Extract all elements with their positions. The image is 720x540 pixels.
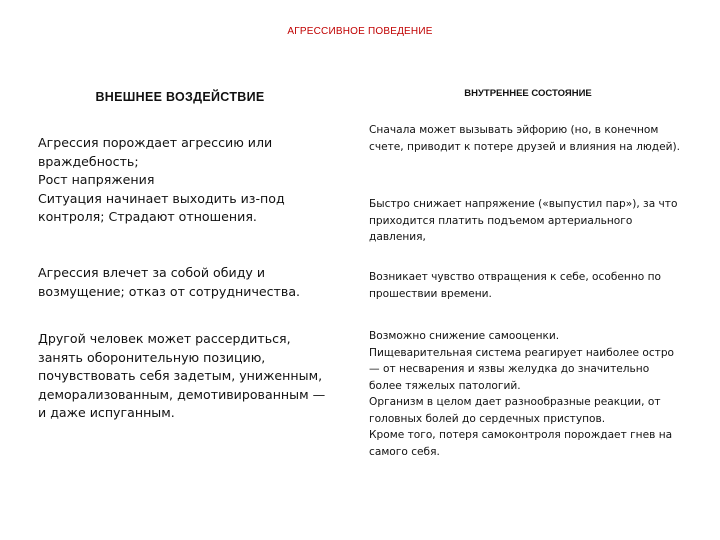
left-block-1-line-3: Ситуация начинает выходить из-под контроля; Страдают отношения. <box>38 190 285 224</box>
left-block-1 <box>38 134 328 227</box>
right-block-2 <box>369 196 685 246</box>
right-block-2-line-1: Быстро снижает напряжение («выпустил пар»), за что приходится платить подъемом артериального давления, <box>369 198 678 243</box>
left-block-3 <box>38 330 328 423</box>
right-block-1-line-1: Сначала может вызывать эйфорию (но, в конечном счете, приводит к потере друзей и влияния на людей). <box>369 124 681 153</box>
left-block-1-line-1: Агрессия порождает агрессию или враждебность; <box>38 135 273 169</box>
right-block-4-line-3: Организм в целом дает разнообразные реакции, от головных болей до сердечных приступов. <box>369 396 661 425</box>
right-block-4 <box>369 328 685 460</box>
internal-state-heading: ВНУТРЕННЕЕ СОСТОЯНИЕ <box>464 88 592 99</box>
left-block-1-line-2: Рост напряжения <box>38 172 155 187</box>
right-block-3 <box>369 269 685 302</box>
left-block-2-line-1: Агрессия влечет за собой обиду и возмущение; отказ от сотрудничества. <box>38 265 301 299</box>
left-block-2 <box>38 264 328 301</box>
right-block-4-line-4: Кроме того, потеря самоконтроля порождает гнев на самого себя. <box>369 429 673 458</box>
page-title: АГРЕССИВНОЕ ПОВЕДЕНИЕ <box>287 26 433 37</box>
right-block-4-line-1: Возможно снижение самооценки. <box>369 330 560 342</box>
right-block-1 <box>369 122 685 155</box>
left-block-3-line-1: Другой человек может рассердиться, занять оборонительную позицию, почувствовать себя задетым, униженным, деморализованным, демотивированным — и даже испуганным. <box>38 331 326 420</box>
external-impact-heading: ВНЕШНЕЕ ВОЗДЕЙСТВИЕ <box>95 90 265 104</box>
right-block-3-line-1: Возникает чувство отвращения к себе, особенно по прошествии времени. <box>369 271 662 300</box>
right-block-4-line-2: Пищеварительная система реагирует наиболее остро — от несварения и язвы желудка до значительно более тяжелых патологий. <box>369 346 675 392</box>
